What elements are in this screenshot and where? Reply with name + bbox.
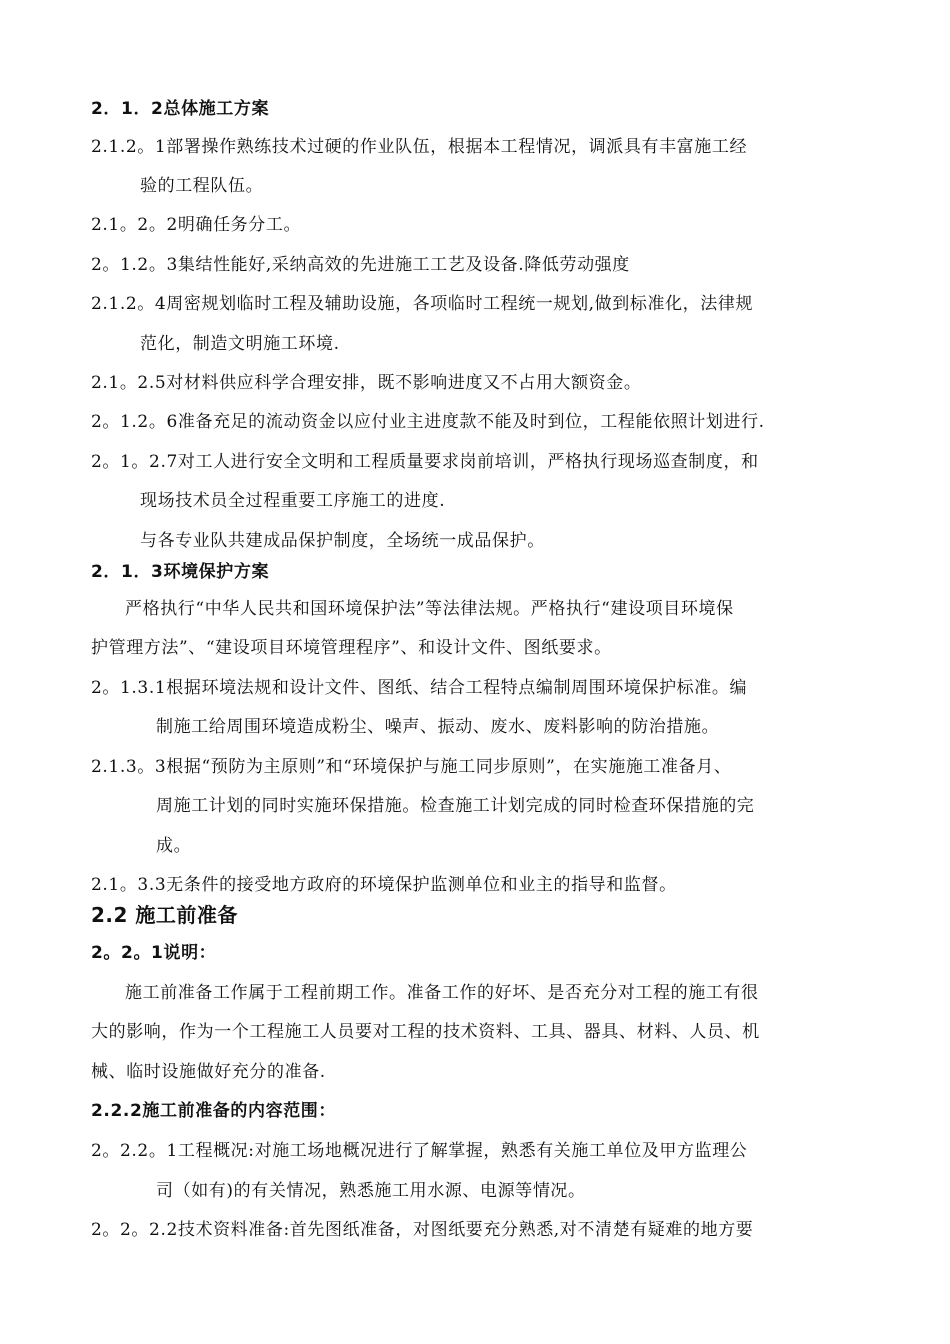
list-item: 2.1。2.5对材料供应科学合理安排，既不影响进度又不占用大额资金。	[91, 373, 642, 393]
list-item-continuation: 司（如有)的有关情况，熟悉施工用水源、电源等情况。	[156, 1181, 586, 1201]
list-item-continuation: 周施工计划的同时实施环保措施。检查施工计划完成的同时检查环保措施的完	[156, 796, 755, 816]
subsection-heading-2-2-1: 2。2。1说明：	[91, 943, 217, 963]
section-heading-2-2: 2.2 施工前准备	[91, 903, 238, 927]
list-item: 2.1.3。3根据“预防为主原则”和“环境保护与施工同步原则”，在实施施工准备月、	[91, 757, 732, 777]
list-item: 2.1.2。4周密规划临时工程及辅助设施，各项临时工程统一规划,做到标准化，法律规	[91, 294, 754, 314]
list-item: 2.1。2。2明确任务分工。	[91, 215, 302, 235]
list-item-continuation: 制施工给周围环境造成粉尘、噪声、振动、废水、废料影响的防治措施。	[156, 717, 720, 737]
list-item-continuation: 验的工程队伍。	[140, 176, 264, 196]
paragraph-line: 施工前准备工作属于工程前期工作。准备工作的好坏、是否充分对工程的施工有很	[125, 983, 759, 1003]
list-item-continuation: 范化，制造文明施工环境.	[140, 334, 340, 354]
list-item: 2。2.2。1工程概况:对施工场地概况进行了解掌握，熟悉有关施工单位及甲方监理公	[91, 1141, 748, 1161]
list-item-continuation: 成。	[156, 836, 192, 856]
list-item: 2。1.2。3集结性能好,采纳高效的先进施工工艺及设备.降低劳动强度	[91, 255, 630, 275]
list-item: 2。2。2.2技术资料准备:首先图纸准备，对图纸要充分熟悉,对不清楚有疑难的地方要	[91, 1220, 754, 1240]
subsection-heading-2-2-2: 2.2.2施工前准备的内容范围：	[91, 1101, 337, 1121]
paragraph-line: 护管理方法”、“建设项目环境管理程序”、和设计文件、图纸要求。	[91, 638, 612, 658]
list-item-continuation: 现场技术员全过程重要工序施工的进度.	[140, 491, 446, 511]
list-item-continuation: 与各专业队共建成品保护制度，全场统一成品保护。	[140, 531, 545, 551]
list-item: 2。1.3.1根据环境法规和设计文件、图纸、结合工程特点编制周围环境保护标准。编	[91, 678, 748, 698]
section-heading-2-1-3: 2．1．3环境保护方案	[91, 562, 270, 582]
paragraph-line: 严格执行“中华人民共和国环境保护法”等法律法规。严格执行“建设项目环境保	[125, 599, 734, 619]
list-item: 2。1。2.7对工人进行安全文明和工程质量要求岗前培训，严格执行现场巡查制度，和	[91, 452, 759, 472]
section-heading-2-1-2: 2．1．2总体施工方案	[91, 99, 270, 119]
list-item: 2.1。3.3无条件的接受地方政府的环境保护监测单位和业主的指导和监督。	[91, 875, 677, 895]
paragraph-line: 械、临时设施做好充分的准备.	[91, 1062, 326, 1082]
list-item: 2。1.2。6准备充足的流动资金以应付业主进度款不能及时到位，工程能依照计划进行.	[91, 412, 765, 432]
list-item: 2.1.2。1部署操作熟练技术过硬的作业队伍，根据本工程情况，调派具有丰富施工经	[91, 137, 748, 157]
paragraph-line: 大的影响，作为一个工程施工人员要对工程的技术资料、工具、器具、材料、人员、机	[91, 1022, 760, 1042]
